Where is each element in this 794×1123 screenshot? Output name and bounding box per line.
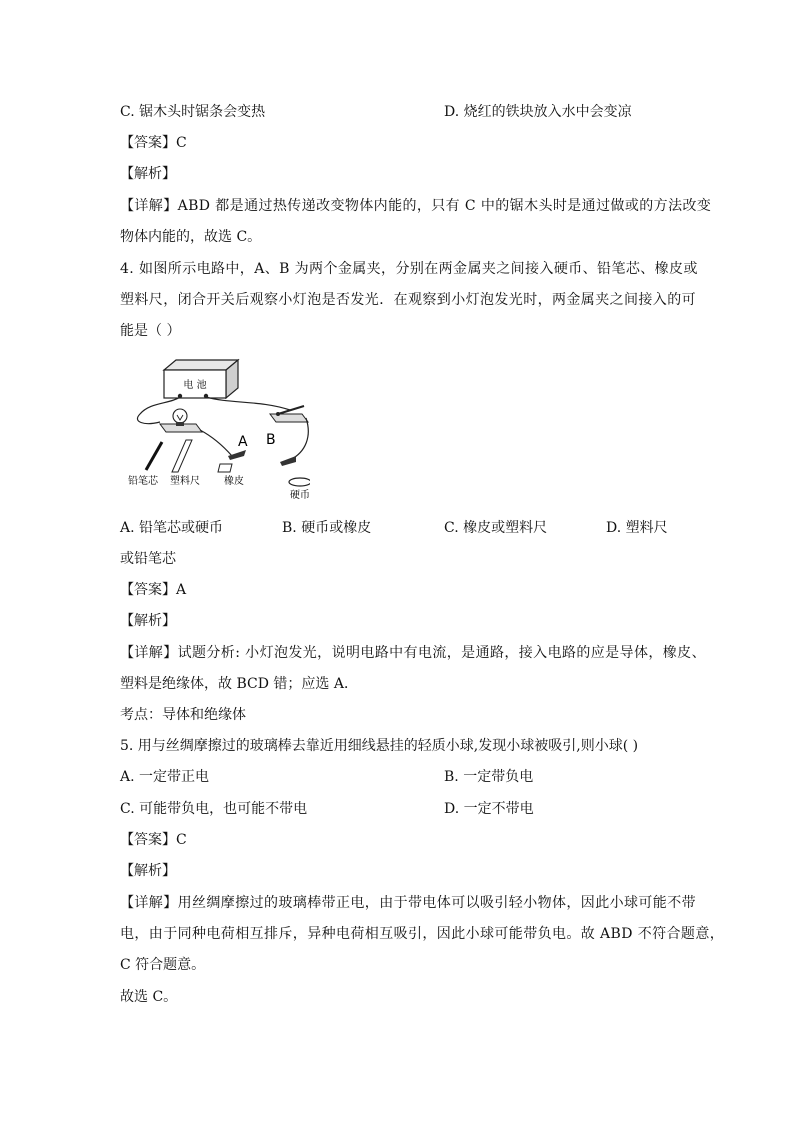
q4-option-c: C. 橡皮或塑料尺	[444, 520, 548, 536]
q5-analysis-heading: 【解析】	[120, 863, 176, 879]
pencil-lead-icon	[146, 442, 162, 470]
q5-stem: 5. 用与丝绸摩擦过的玻璃棒去靠近用细线悬挂的轻质小球,发现小球被吸引,则小球( )	[120, 738, 639, 754]
pencil-lead-label: 铅笔芯	[128, 476, 158, 487]
q4-option-d-cont: 或铅笔芯	[120, 551, 176, 567]
q5-answer: 【答案】C	[120, 832, 187, 848]
q5-option-b: B. 一定带负电	[444, 769, 534, 785]
q3-option-c: C. 锯木头时锯条会变热	[120, 104, 266, 120]
q4-detail-line1: 【详解】试题分析: 小灯泡发光，说明电路中有电流，是通路，接入电路的应是导体，橡皮、	[120, 645, 706, 661]
switch-icon	[270, 406, 308, 422]
q4-stem-line3: 能是（ ）	[120, 323, 181, 339]
q4-option-b: B. 硬币或橡皮	[282, 520, 372, 536]
bulb-icon	[160, 409, 202, 432]
q4-detail-line2: 塑料是绝缘体，故 BCD 错；应选 A．	[120, 676, 358, 692]
q5-detail-line2: 电，由于同种电荷相互排斥，异种电荷相互吸引，因此小球可能带负电。故 ABD 不符合题意，	[120, 926, 725, 942]
q5-conclusion: 故选 C。	[120, 989, 178, 1005]
clip-b-icon	[280, 456, 296, 466]
battery-label: 电 池	[183, 380, 207, 391]
q5-option-c: C. 可能带负电，也可能不带电	[120, 801, 308, 817]
circuit-figure	[120, 352, 310, 502]
q4-stem-line1: 4. 如图所示电路中，A、B 为两个金属夹，分别在两金属夹之间接入硬币、铅笔芯、橡皮或	[120, 261, 698, 277]
q3-detail-line1: 【详解】ABD 都是通过热传递改变物体内能的，只有 C 中的锯木头时是通过做或的方法改变	[120, 198, 712, 214]
coin-label: 硬币	[290, 490, 310, 501]
q4-answer: 【答案】A	[120, 582, 187, 598]
eraser-label: 橡皮	[224, 476, 244, 487]
q4-kaodian: 考点：导体和绝缘体	[120, 707, 246, 723]
eraser-icon	[218, 464, 232, 472]
q5-option-d: D. 一定不带电	[444, 801, 534, 817]
q5-detail-line3: C 符合题意。	[120, 957, 206, 973]
q4-stem-line2: 塑料尺，闭合开关后观察小灯泡是否发光．在观察到小灯泡发光时，两金属夹之间接入的可	[120, 292, 696, 308]
q3-option-d: D. 烧红的铁块放入水中会变凉	[444, 104, 632, 120]
plastic-ruler-icon	[172, 440, 192, 472]
q4-option-d: D. 塑料尺	[606, 520, 668, 536]
clip-a-label: A	[238, 434, 248, 450]
q5-detail-line1: 【详解】用丝绸摩擦过的玻璃棒带正电，由于带电体可以吸引轻小物体，因此小球可能不带	[120, 895, 696, 911]
q3-detail-line2: 物体内能的，故选 C。	[120, 229, 262, 245]
clip-b-label: B	[266, 432, 276, 448]
q4-analysis-heading: 【解析】	[120, 613, 176, 629]
q3-analysis-heading: 【解析】	[120, 166, 176, 182]
plastic-ruler-label: 塑料尺	[170, 476, 200, 487]
q3-answer: 【答案】C	[120, 135, 187, 151]
q5-option-a: A. 一定带正电	[120, 769, 210, 785]
coin-icon	[289, 478, 310, 486]
q4-option-a: A. 铅笔芯或硬币	[120, 520, 224, 536]
battery-box	[164, 360, 238, 398]
